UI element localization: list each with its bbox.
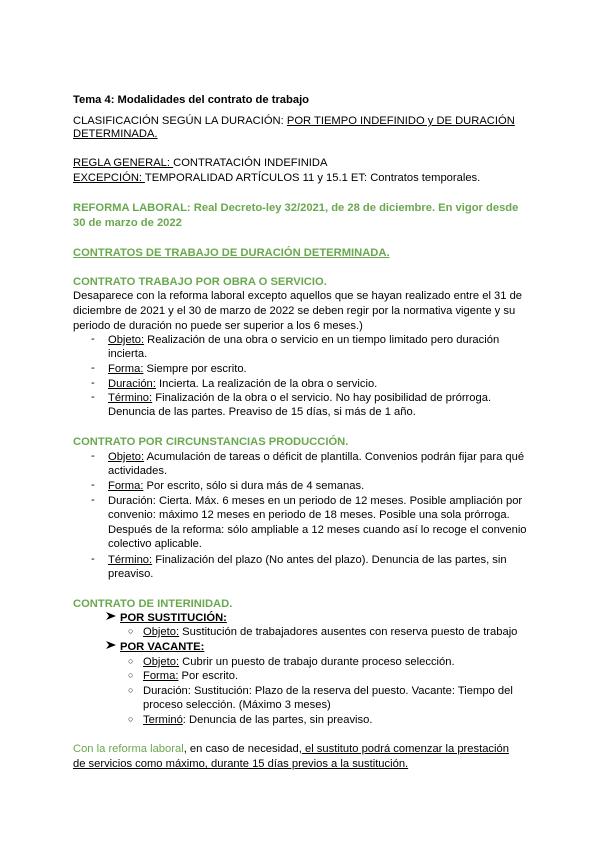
bullet-dash: - <box>91 494 95 506</box>
classification-line-2: DETERMINADA. <box>73 128 158 140</box>
work-service-form: Forma: Siempre por escrito. <box>108 363 247 375</box>
bullet-dash: - <box>91 553 95 565</box>
vacancy-heading: POR VACANTE: <box>120 641 205 653</box>
work-service-duration: Duración: Incierta. La realización de la obra o servicio. <box>108 378 378 390</box>
substitution-object: Objeto: Sustitución de trabajadores ausentes con reserva puesto de trabajo <box>143 626 518 638</box>
work-service-term-2: Denuncia de las partes. Preaviso de 15 días, si más de 1 año. <box>108 406 416 418</box>
labor-reform-line-1: REFORMA LABORAL: Real Decreto-ley 32/2021, de 28 de diciembre. En vigor desde <box>73 202 519 214</box>
work-service-term: Término: Finalización de la obra o el servicio. No hay posibilidad de prórroga. <box>108 392 492 404</box>
circle-bullet-icon: ○ <box>128 656 134 666</box>
work-service-intro-2: diciembre de 2021 y el 30 de marzo de 2022 se deben regir por la normativa vigente y su <box>73 305 516 317</box>
labor-reform-line-2: 30 de marzo de 2022 <box>73 217 182 229</box>
arrow-bullet-icon <box>105 639 117 654</box>
work-service-heading: CONTRATO TRABAJO POR OBRA O SERVICIO. <box>73 276 327 288</box>
production-duration-2: convenio: máximo 12 meses en periodo de 18 meses. Posible una sola prórroga. <box>108 509 510 521</box>
vacancy-form: Forma: Por escrito. <box>143 670 239 682</box>
work-service-intro-3: periodo de duración no puede ser superior a los 6 meses.) <box>73 320 363 332</box>
arrow-bullet-icon <box>105 610 117 625</box>
final-note-line-2: de servicios como máximo, durante 15 días previos a la sustitución. <box>73 758 409 770</box>
work-service-object: Objeto: Realización de una obra o servicio en un tiempo limitado pero duración <box>108 334 500 346</box>
work-service-intro-1: Desaparece con la reforma laboral excepto aquellos que se hayan realizado entre el 31 de <box>73 290 523 302</box>
production-form: Forma: Por escrito, sólo si dura más de 4 semanas. <box>108 480 365 492</box>
exception: EXCEPCIÓN: TEMPORALIDAD ARTÍCULOS 11 y 15.1 ET: Contratos temporales. <box>73 172 481 184</box>
circle-bullet-icon: ○ <box>128 670 134 680</box>
vacancy-duration-2: proceso selección. (Máximo 3 meses) <box>143 699 331 711</box>
bullet-dash: - <box>91 377 95 389</box>
work-service-object-2: incierta. <box>108 348 148 360</box>
bullet-dash: - <box>91 362 95 374</box>
production-duration-3: Después de la reforma: sólo ampliable a 12 meses cuando así lo recoge el convenio <box>108 524 527 536</box>
final-note-line-1: Con la reforma laboral, en caso de necesidad, el sustituto podrá comenzar la prestación <box>73 743 509 755</box>
fixed-term-contracts-heading: CONTRATOS DE TRABAJO DE DURACIÓN DETERMINADA. <box>73 247 390 259</box>
bullet-dash: - <box>91 479 95 491</box>
production-duration-1: Duración: Cierta. Máx. 6 meses en un periodo de 12 meses. Posible ampliación por <box>108 495 523 507</box>
classification-line: CLASIFICACIÓN SEGÚN LA DURACIÓN: POR TIEMPO INDEFINIDO y DE DURACIÓN <box>73 115 515 127</box>
bullet-dash: - <box>91 450 95 462</box>
production-duration-4: colectivo aplicable. <box>108 538 202 550</box>
production-object: Objeto: Acumulación de tareas o déficit de plantilla. Convenios podrán fijar para qué <box>108 451 525 463</box>
production-object-2: actividades. <box>108 465 168 477</box>
circle-bullet-icon: ○ <box>128 714 134 724</box>
interim-heading: CONTRATO DE INTERINIDAD. <box>73 598 233 610</box>
bullet-dash: - <box>91 391 95 403</box>
topic-title: Tema 4: Modalidades del contrato de trabajo <box>73 94 310 106</box>
circle-bullet-icon: ○ <box>128 626 134 636</box>
bullet-dash: - <box>91 333 95 345</box>
substitution-heading: POR SUSTITUCIÓN: <box>120 612 227 624</box>
production-term-2: preaviso. <box>108 568 154 580</box>
production-heading: CONTRATO POR CIRCUNSTANCIAS PRODUCCIÓN. <box>73 436 349 448</box>
circle-bullet-icon: ○ <box>128 685 134 695</box>
vacancy-object: Objeto: Cubrir un puesto de trabajo durante proceso selección. <box>143 656 455 668</box>
general-rule: REGLA GENERAL: CONTRATACIÓN INDEFINIDA <box>73 157 328 169</box>
production-term: Término: Finalización del plazo (No antes del plazo). Denuncia de las partes, sin <box>108 554 507 566</box>
vacancy-duration-1: Duración: Sustitución: Plazo de la reserva del puesto. Vacante: Tiempo del <box>143 685 513 697</box>
vacancy-term: Terminó: Denuncia de las partes, sin preaviso. <box>143 714 373 726</box>
